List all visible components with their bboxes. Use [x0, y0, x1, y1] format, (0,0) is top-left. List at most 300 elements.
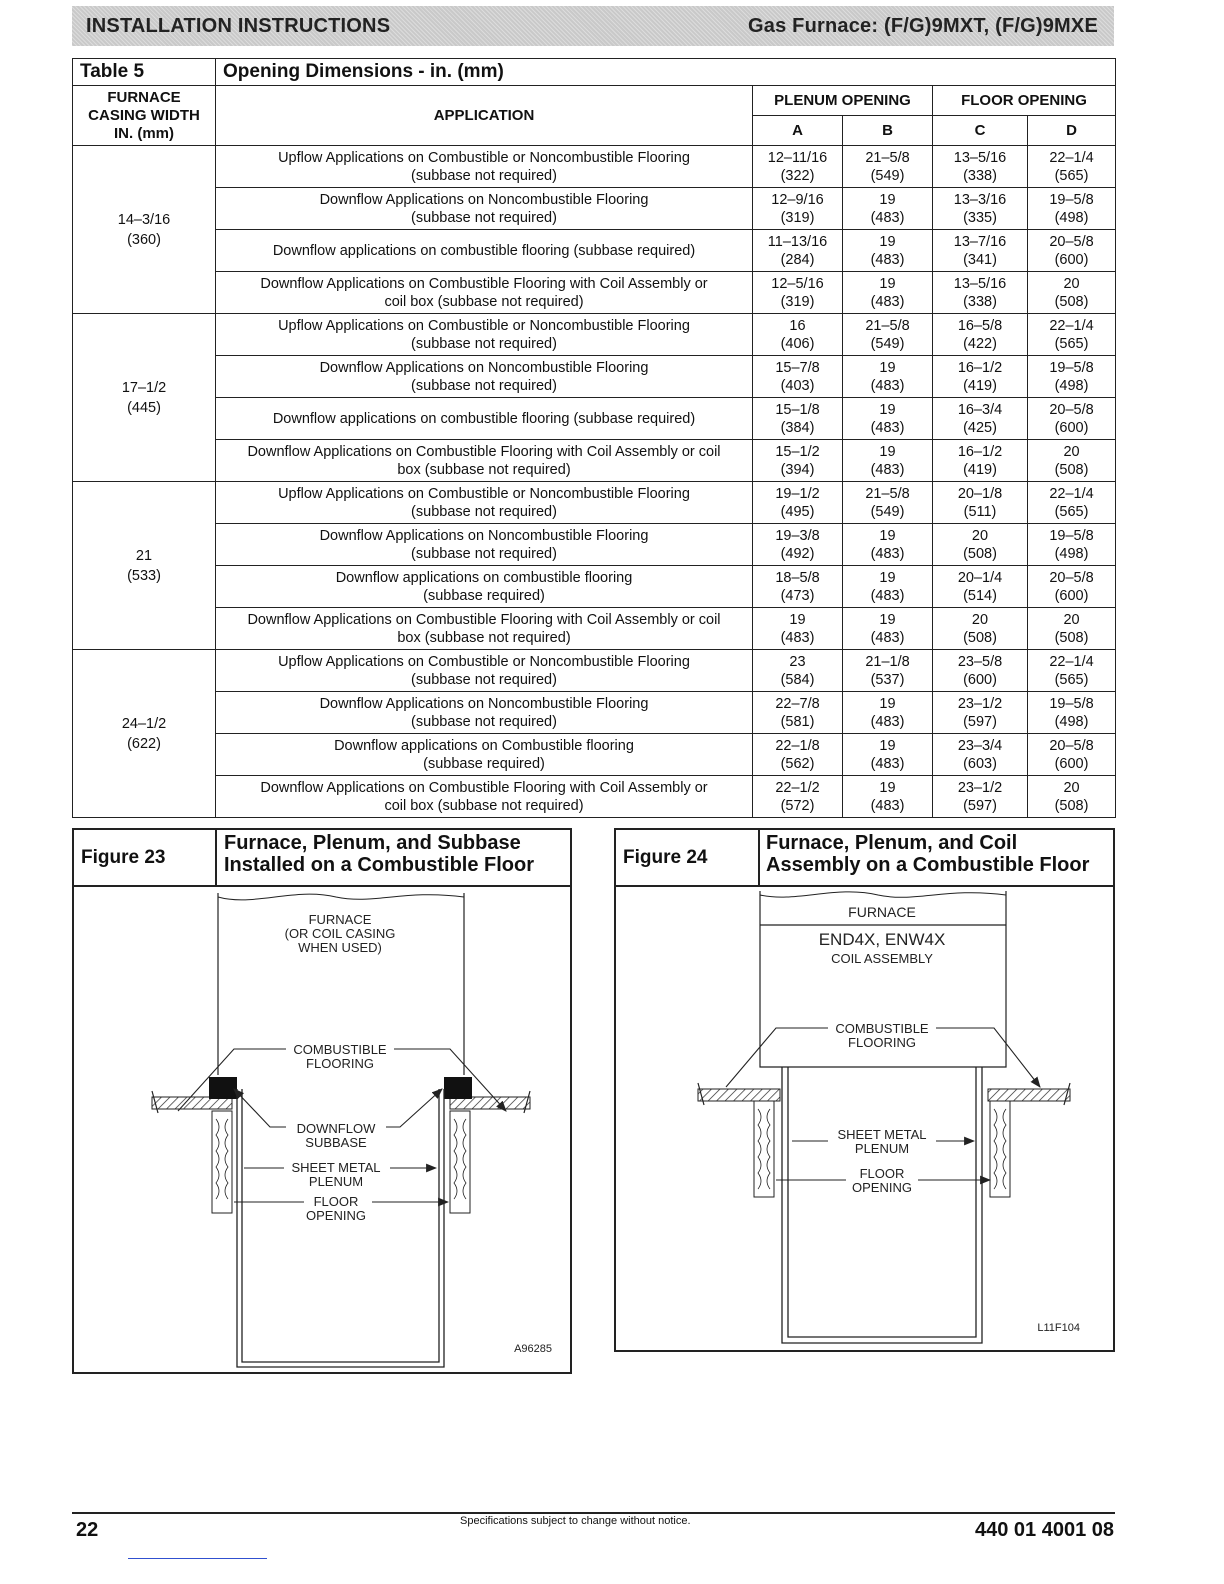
dim-a-cell-line2: (319)	[780, 209, 815, 226]
dim-d-cell-line1: 22–1/4	[1049, 317, 1094, 334]
dim-b-cell-line2: (549)	[870, 335, 905, 352]
dim-a-cell-line1: 15–1/8	[775, 401, 820, 418]
dim-d-cell-line1: 19–5/8	[1049, 191, 1094, 208]
casing-width-inches: 24–1/2	[121, 715, 167, 732]
col-header-casing-width: FURNACE CASING WIDTH IN. (mm)	[73, 86, 216, 146]
dim-d-cell-line1: 20	[1063, 443, 1080, 460]
dim-c-cell	[933, 692, 1028, 734]
dim-d-cell	[1028, 356, 1116, 398]
downflow-subbase-right	[444, 1077, 472, 1099]
dim-b-cell-line2: (483)	[870, 461, 905, 478]
dim-b-cell-line1: 19	[879, 779, 896, 796]
dim-a-cell-line2: (322)	[780, 167, 815, 184]
dim-b-cell-line1: 19	[879, 275, 896, 292]
dim-c-cell-line2: (425)	[963, 419, 997, 436]
dim-c-cell-line1: 16–5/8	[957, 317, 1003, 334]
dim-b-cell-line1: 19	[879, 233, 896, 250]
dim-d-cell	[1028, 188, 1116, 230]
dim-b-cell-line1: 19	[879, 737, 896, 754]
dim-d-cell-line1: 20–5/8	[1049, 737, 1094, 754]
dim-b-cell	[843, 440, 933, 482]
dim-d-cell-line1: 19–5/8	[1049, 359, 1094, 376]
header-title: INSTALLATION INSTRUCTIONS	[86, 14, 391, 37]
dim-d-cell-line2: (600)	[1054, 755, 1089, 772]
table-row	[73, 146, 1116, 188]
table-row	[73, 692, 1116, 734]
combustible-floor-left	[698, 1089, 780, 1101]
dim-d-cell-line2: (498)	[1054, 545, 1089, 562]
dim-c-cell-line2: (419)	[963, 461, 997, 478]
table-row	[73, 188, 1116, 230]
casing-width-mm: (360)	[127, 231, 161, 248]
figure-23-title-line1: Furnace, Plenum, and Subbase	[224, 832, 521, 854]
dim-a-cell	[753, 608, 843, 650]
dim-c-cell-line1: 23–1/2	[957, 695, 1003, 712]
application-cell	[216, 398, 753, 440]
casing-width-cell	[73, 146, 216, 314]
application-cell-line1: Downflow Applications on Combustible Flooring with Coil Assembly or coil	[247, 611, 721, 628]
dim-b-cell-line2: (483)	[870, 419, 905, 436]
application-cell	[216, 524, 753, 566]
floor-joist-right	[990, 1101, 1010, 1197]
dim-c-cell	[933, 734, 1028, 776]
dim-b-cell-line1: 21–5/8	[865, 149, 910, 166]
application-cell-line2: (subbase not required)	[411, 671, 557, 688]
dim-d-cell-line1: 20–5/8	[1049, 401, 1094, 418]
table-row	[73, 566, 1116, 608]
application-cell-line1: Upflow Applications on Combustible or Noncombustible Flooring	[278, 317, 690, 334]
dim-d-cell-line2: (565)	[1054, 503, 1089, 520]
dim-d-cell	[1028, 776, 1116, 818]
casing-width-cell	[73, 482, 216, 650]
dim-a-cell-line1: 19–1/2	[775, 485, 820, 502]
dim-c-cell-line1: 20	[971, 611, 989, 628]
casing-width-mm: (533)	[127, 567, 161, 584]
dim-a-cell	[753, 146, 843, 188]
application-cell	[216, 482, 753, 524]
application-cell	[216, 440, 753, 482]
dim-d-cell	[1028, 440, 1116, 482]
label-combustible: COMBUSTIBLE	[835, 1021, 929, 1036]
dim-a-cell	[753, 566, 843, 608]
dim-b-cell	[843, 692, 933, 734]
dim-c-cell	[933, 188, 1028, 230]
label-flooring: FLOORING	[848, 1035, 916, 1050]
dim-d-cell-line1: 22–1/4	[1049, 485, 1094, 502]
dim-b-cell	[843, 650, 933, 692]
application-cell-line1: Upflow Applications on Combustible or Noncombustible Flooring	[278, 485, 690, 502]
application-cell-line2: (subbase not required)	[411, 209, 557, 226]
dim-c-cell-line1: 23–3/4	[957, 737, 1003, 754]
dim-d-cell	[1028, 524, 1116, 566]
dim-a-cell	[753, 524, 843, 566]
dim-c-cell-line1: 16–1/2	[957, 443, 1003, 460]
application-cell-line1: Downflow Applications on Noncombustible Flooring	[319, 695, 649, 712]
dim-a-cell-line2: (584)	[780, 671, 815, 688]
dim-b-cell-line1: 19	[879, 611, 896, 628]
label-plenum: PLENUM	[854, 1141, 910, 1156]
dim-d-cell	[1028, 146, 1116, 188]
dim-d-cell-line1: 20	[1063, 779, 1080, 796]
application-cell-line2: (subbase not required)	[411, 167, 557, 184]
figure-24	[614, 828, 1115, 1352]
casing-width-cell	[73, 650, 216, 818]
dim-a-cell	[753, 776, 843, 818]
dim-b-cell	[843, 776, 933, 818]
dim-a-cell-line1: 18–5/8	[775, 569, 820, 586]
dim-a-cell	[753, 734, 843, 776]
dim-d-cell-line2: (508)	[1054, 293, 1089, 310]
break-line	[218, 894, 464, 900]
dim-d-cell-line2: (498)	[1054, 713, 1089, 730]
application-cell-line1: Downflow applications on combustible flooring	[335, 569, 633, 586]
dim-c-cell	[933, 524, 1028, 566]
dim-b-cell-line1: 19	[879, 191, 896, 208]
dim-d-cell-line2: (600)	[1054, 251, 1089, 268]
dim-b-cell-line2: (549)	[870, 167, 905, 184]
casing-width-mm: (622)	[127, 735, 161, 752]
dim-d-cell-line2: (600)	[1054, 419, 1089, 436]
dim-d-cell-line1: 19–5/8	[1049, 695, 1094, 712]
label-sheet-metal: SHEET METAL	[291, 1160, 381, 1175]
dim-c-cell-line2: (419)	[963, 377, 997, 394]
sheet-metal-plenum	[782, 1067, 982, 1343]
dim-c-cell-line2: (338)	[963, 167, 997, 184]
application-cell-line1: Downflow applications on Combustible flooring	[334, 737, 634, 754]
application-cell-line1: Downflow applications on combustible flooring (subbase required)	[272, 242, 696, 259]
dim-b-cell	[843, 608, 933, 650]
dim-c-cell-line2: (338)	[963, 293, 997, 310]
dim-c-cell-line1: 13–5/16	[953, 275, 1007, 292]
dim-a-cell-line1: 16	[789, 317, 806, 334]
dim-c-cell-line1: 13–5/16	[953, 149, 1007, 166]
dim-b-cell-line2: (483)	[870, 755, 905, 772]
label-opening: OPENING	[852, 1180, 912, 1195]
dim-a-cell-line1: 19	[789, 611, 806, 628]
dim-a-cell-line2: (483)	[780, 629, 815, 646]
header-product: Gas Furnace: (F/G)9MXT, (F/G)9MXE	[748, 14, 1098, 37]
table-row	[73, 356, 1116, 398]
col-header-application: APPLICATION	[216, 86, 753, 146]
casing-width-inches: 21	[135, 547, 153, 564]
dim-c-cell	[933, 356, 1028, 398]
dim-a-cell	[753, 482, 843, 524]
dim-a-cell	[753, 650, 843, 692]
dim-d-cell-line2: (498)	[1054, 209, 1089, 226]
dim-d-cell-line2: (508)	[1054, 461, 1089, 478]
col-header-d: D	[1028, 116, 1116, 146]
dim-c-cell	[933, 272, 1028, 314]
dim-d-cell	[1028, 482, 1116, 524]
dim-b-cell	[843, 566, 933, 608]
dim-d-cell-line2: (508)	[1054, 629, 1089, 646]
application-cell-line2: (subbase required)	[423, 587, 545, 604]
dim-d-cell-line2: (508)	[1054, 797, 1089, 814]
application-cell-line1: Downflow Applications on Noncombustible Flooring	[319, 527, 649, 544]
dim-a-cell-line1: 19–3/8	[775, 527, 820, 544]
application-cell	[216, 146, 753, 188]
footer-note: Specifications subject to change without notice.	[460, 1515, 691, 1527]
application-cell-line1: Upflow Applications on Combustible or Noncombustible Flooring	[278, 149, 690, 166]
casing-width-mm: (445)	[127, 399, 161, 416]
dim-b-cell-line2: (483)	[870, 629, 905, 646]
dim-c-cell-line1: 20	[971, 527, 989, 544]
dim-b-cell-line2: (483)	[870, 713, 905, 730]
dim-c-cell-line2: (600)	[963, 671, 997, 688]
dim-a-cell-line2: (562)	[780, 755, 815, 772]
footer-rule	[72, 1512, 1115, 1514]
dim-a-cell-line1: 12–9/16	[771, 191, 824, 208]
application-cell	[216, 566, 753, 608]
dim-b-cell-line1: 21–5/8	[865, 317, 910, 334]
table-row	[73, 608, 1116, 650]
label-furnace-coil-casing: (OR COIL CASING	[284, 926, 396, 941]
dim-c-cell-line2: (422)	[963, 335, 997, 352]
dim-a-cell-line2: (572)	[780, 797, 815, 814]
dim-c-cell	[933, 650, 1028, 692]
dim-a-cell-line1: 12–5/16	[771, 275, 824, 292]
label-opening: OPENING	[306, 1208, 366, 1223]
dim-c-cell-line2: (597)	[963, 713, 997, 730]
label-furnace: FURNACE	[308, 912, 372, 927]
dim-a-cell	[753, 356, 843, 398]
page-header-banner	[72, 6, 1114, 46]
dim-a-cell	[753, 692, 843, 734]
figure-24-diagram	[616, 887, 1113, 1350]
dim-a-cell-line2: (403)	[780, 377, 815, 394]
dim-b-cell-line1: 19	[879, 443, 896, 460]
dim-a-cell-line2: (319)	[780, 293, 815, 310]
dim-b-cell-line1: 19	[879, 359, 896, 376]
dim-a-cell-line1: 15–1/2	[775, 443, 820, 460]
application-cell-line2: (subbase not required)	[411, 713, 557, 730]
figure-24-title-line2: Assembly on a Combustible Floor	[766, 854, 1090, 876]
label-furnace-when-used: WHEN USED)	[298, 940, 382, 955]
page-number: 22	[76, 1519, 99, 1541]
dim-b-cell	[843, 272, 933, 314]
table-label: Table 5	[73, 59, 216, 86]
figure-23	[72, 828, 572, 1374]
dim-d-cell-line1: 20	[1063, 611, 1080, 628]
dim-c-cell	[933, 146, 1028, 188]
casing-width-inches: 17–1/2	[121, 379, 167, 396]
dim-b-cell-line2: (483)	[870, 251, 905, 268]
floor-joist-left	[754, 1101, 774, 1197]
casing-width-inches: 14–3/16	[117, 211, 171, 228]
application-cell	[216, 776, 753, 818]
table-row	[73, 230, 1116, 272]
dim-d-cell-line2: (565)	[1054, 167, 1089, 184]
application-cell-line1: Downflow Applications on Noncombustible Flooring	[319, 191, 649, 208]
figure-24-header	[616, 830, 1113, 887]
dim-d-cell	[1028, 314, 1116, 356]
dim-b-cell-line1: 19	[879, 527, 896, 544]
dim-b-cell-line2: (483)	[870, 797, 905, 814]
dim-a-cell-line2: (492)	[780, 545, 815, 562]
dim-a-cell	[753, 314, 843, 356]
application-cell	[216, 692, 753, 734]
dim-d-cell	[1028, 398, 1116, 440]
dim-a-cell-line2: (495)	[780, 503, 815, 520]
figure-24-title	[766, 832, 1089, 876]
application-cell-line2: (subbase required)	[423, 755, 545, 772]
table-row	[73, 272, 1116, 314]
dim-c-cell-line2: (603)	[963, 755, 997, 772]
figure-24-label: Figure 24	[616, 830, 760, 885]
figure-23-header	[74, 830, 570, 887]
dim-a-cell-line1: 12–11/16	[767, 149, 828, 166]
dim-c-cell	[933, 398, 1028, 440]
table-row	[73, 440, 1116, 482]
label-furnace: FURNACE	[848, 904, 916, 920]
dim-a-cell	[753, 398, 843, 440]
label-coil-assembly: COIL ASSEMBLY	[831, 951, 933, 966]
application-cell	[216, 356, 753, 398]
dim-c-cell-line2: (514)	[963, 587, 997, 604]
dim-c-cell	[933, 776, 1028, 818]
application-cell-line2: coil box (subbase not required)	[384, 293, 584, 310]
dim-a-cell	[753, 230, 843, 272]
table-row	[73, 734, 1116, 776]
table-row	[73, 398, 1116, 440]
label-downflow: DOWNFLOW	[296, 1121, 376, 1136]
dim-a-cell-line1: 15–7/8	[775, 359, 820, 376]
dim-d-cell-line1: 20–5/8	[1049, 569, 1094, 586]
dim-c-cell-line2: (335)	[963, 209, 997, 226]
dim-b-cell-line2: (549)	[870, 503, 905, 520]
label-combustible: COMBUSTIBLE	[293, 1042, 387, 1057]
col-header-a: A	[753, 116, 843, 146]
dim-b-cell	[843, 524, 933, 566]
application-cell-line2: (subbase not required)	[411, 377, 557, 394]
application-cell	[216, 314, 753, 356]
dim-a-cell-line1: 22–7/8	[775, 695, 820, 712]
dim-c-cell-line1: 20–1/4	[957, 569, 1003, 586]
dim-c-cell-line2: (341)	[963, 251, 997, 268]
dim-d-cell	[1028, 650, 1116, 692]
dim-c-cell	[933, 314, 1028, 356]
floor-joist-left	[212, 1111, 232, 1213]
downflow-subbase-left	[209, 1077, 237, 1099]
opening-dimensions-table	[72, 58, 1116, 818]
dim-b-cell-line2: (483)	[870, 293, 905, 310]
dim-c-cell-line1: 13–7/16	[953, 233, 1007, 250]
dim-d-cell-line2: (565)	[1054, 671, 1089, 688]
application-cell	[216, 734, 753, 776]
dim-b-cell	[843, 482, 933, 524]
dim-a-cell-line1: 22–1/2	[775, 779, 820, 796]
dim-c-cell	[933, 608, 1028, 650]
dim-b-cell-line1: 19	[879, 401, 896, 418]
table-row	[73, 314, 1116, 356]
dim-b-cell	[843, 356, 933, 398]
dim-c-cell	[933, 230, 1028, 272]
dim-a-cell-line1: 11–13/16	[767, 233, 828, 250]
application-cell-line1: Downflow Applications on Combustible Flooring with Coil Assembly or	[260, 275, 708, 292]
dim-c-cell-line1: 16–3/4	[957, 401, 1003, 418]
dim-b-cell-line1: 19	[879, 569, 896, 586]
label-floor: FLOOR	[859, 1166, 905, 1181]
dim-c-cell-line1: 23–1/2	[957, 779, 1003, 796]
dim-a-cell	[753, 188, 843, 230]
application-cell	[216, 650, 753, 692]
dim-d-cell-line2: (565)	[1054, 335, 1089, 352]
application-cell	[216, 230, 753, 272]
dim-b-cell	[843, 146, 933, 188]
dim-d-cell-line1: 20	[1063, 275, 1080, 292]
dim-a-cell-line2: (394)	[780, 461, 815, 478]
dim-a-cell-line2: (473)	[780, 587, 815, 604]
dim-d-cell	[1028, 272, 1116, 314]
application-cell-line2: box (subbase not required)	[397, 629, 571, 646]
application-cell-line2: (subbase not required)	[411, 503, 557, 520]
dim-c-cell-line2: (597)	[963, 797, 997, 814]
dim-c-cell-line1: 16–1/2	[957, 359, 1003, 376]
dim-b-cell-line2: (483)	[870, 545, 905, 562]
dim-d-cell	[1028, 692, 1116, 734]
label-floor: FLOOR	[313, 1194, 359, 1209]
dim-b-cell-line2: (537)	[870, 671, 905, 688]
dim-b-cell-line2: (483)	[870, 209, 905, 226]
application-cell	[216, 608, 753, 650]
dim-b-cell	[843, 188, 933, 230]
dim-c-cell	[933, 566, 1028, 608]
table-row	[73, 482, 1116, 524]
dim-d-cell	[1028, 230, 1116, 272]
dim-b-cell-line1: 21–1/8	[865, 653, 910, 670]
dim-a-cell-line2: (406)	[780, 335, 815, 352]
dim-c-cell-line2: (511)	[963, 503, 997, 520]
floor-joist-right	[450, 1111, 470, 1213]
table-title: Opening Dimensions - in. (mm)	[216, 59, 1116, 86]
dim-d-cell-line2: (600)	[1054, 587, 1089, 604]
figure-23-diagram	[74, 887, 570, 1372]
label-flooring: FLOORING	[306, 1056, 374, 1071]
dim-d-cell-line1: 22–1/4	[1049, 149, 1094, 166]
col-header-plenum-opening: PLENUM OPENING	[753, 86, 933, 116]
table-row	[73, 650, 1116, 692]
dim-d-cell-line1: 19–5/8	[1049, 527, 1094, 544]
dim-c-cell-line1: 23–5/8	[957, 653, 1003, 670]
dim-c-cell-line2: (508)	[963, 545, 997, 562]
application-cell-line1: Upflow Applications on Combustible or Noncombustible Flooring	[278, 653, 690, 670]
figure-24-code: L11F104	[1037, 1322, 1080, 1334]
label-sheet-metal: SHEET METAL	[837, 1127, 927, 1142]
dim-c-cell	[933, 440, 1028, 482]
dim-a-cell	[753, 272, 843, 314]
dim-d-cell-line1: 20–5/8	[1049, 233, 1094, 250]
dim-a-cell-line2: (581)	[780, 713, 815, 730]
dim-d-cell-line1: 22–1/4	[1049, 653, 1094, 670]
col-header-c: C	[933, 116, 1028, 146]
dim-b-cell-line1: 21–5/8	[865, 485, 910, 502]
application-cell	[216, 272, 753, 314]
table-row	[73, 776, 1116, 818]
application-cell-line2: coil box (subbase not required)	[384, 797, 584, 814]
casing-width-cell	[73, 314, 216, 482]
figure-23-title-line2: Installed on a Combustible Floor	[224, 854, 535, 876]
dim-d-cell	[1028, 608, 1116, 650]
dim-b-cell	[843, 230, 933, 272]
dim-a-cell-line1: 23	[789, 653, 806, 670]
label-plenum: PLENUM	[308, 1174, 364, 1189]
dim-b-cell-line1: 19	[879, 695, 896, 712]
figure-23-code: A96285	[514, 1343, 552, 1355]
dim-a-cell	[753, 440, 843, 482]
application-cell-line1: Downflow Applications on Noncombustible Flooring	[319, 359, 649, 376]
dim-b-cell-line2: (483)	[870, 377, 905, 394]
dim-c-cell	[933, 482, 1028, 524]
